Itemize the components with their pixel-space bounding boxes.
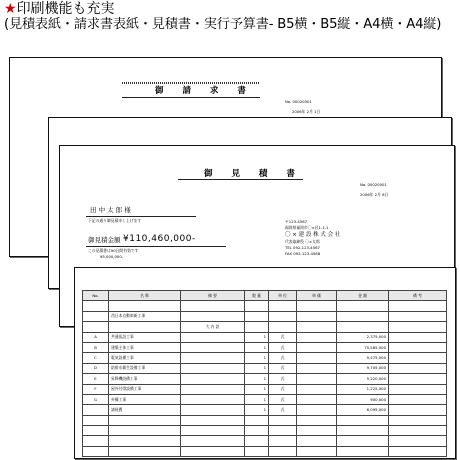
recipient-rule <box>86 216 196 217</box>
table-row <box>83 322 447 332</box>
item-amount: 9,705,000 <box>337 363 389 373</box>
company-zip: 〒123-4567 <box>285 219 308 224</box>
col-header: 単 位 <box>269 291 297 301</box>
item-name: 諸経費 <box>109 405 181 415</box>
item-name: 外構工事 <box>109 394 181 404</box>
table-row: E 昇降機設備工事 1 式 5,220,000 <box>83 374 447 384</box>
budget-table <box>82 290 447 457</box>
table-row <box>83 415 447 425</box>
item-amount: 9,575,000 <box>337 353 389 363</box>
feature-title: 印刷機能も充実 <box>16 1 115 17</box>
sub-amount: ¥5,000,000- <box>100 254 124 259</box>
section-subtitle: 大 内 訳 <box>181 322 245 332</box>
table-row: A 共通仮設工事 1 式 2,375,000 <box>83 332 447 342</box>
estimate-title-rule <box>178 179 303 180</box>
item-name: 給排水衛生設備工事 <box>109 363 181 373</box>
table-row: F 屋外付帯設備工事 1 式 1,225,000 <box>83 384 447 394</box>
amount-label: 御見積金額 <box>88 236 121 244</box>
table-row: G 外構工事 1 式 900,000 <box>83 394 447 404</box>
company-name: 〇 × 建 設 株 式 会 社 <box>285 232 341 238</box>
item-name: 建築主体工事 <box>109 342 181 352</box>
invoice-title: 御 請 求 書 <box>155 86 254 96</box>
star-icon: ★ <box>4 1 17 17</box>
col-header: 金 額 <box>337 291 389 301</box>
company-tel: TEL 092-123-4567 <box>285 245 320 250</box>
col-header: 備 考 <box>389 291 447 301</box>
recipient-name: 田 中 太 郎 様 <box>90 206 131 214</box>
col-header: 単 価 <box>297 291 337 301</box>
company-fax: FAX 092-123-4568 <box>285 251 321 256</box>
table-header-row <box>83 291 447 301</box>
estimate-amount: ¥110,460,000- <box>123 234 196 244</box>
table-row <box>83 301 447 311</box>
table-row <box>83 446 447 456</box>
estimate-note: 下記の通り御見積申し上げます <box>88 218 142 223</box>
title-rule-bottom <box>122 97 260 98</box>
invoice-number: No. 00020001 <box>285 99 312 104</box>
budget-table-sheet <box>74 267 456 459</box>
item-amount: 900,000 <box>337 394 389 404</box>
table-row <box>83 436 447 446</box>
table-row: 諸経費 1 式 6,095,000 <box>83 405 447 415</box>
expiry-note: この見積書は90日間有効です <box>88 248 139 253</box>
feature-subtitle: (見積表紙・請求書表紙・見積書・実行予算書- B5横・B5縦・A4横・A4縦) <box>4 17 442 32</box>
item-name: 屋外付帯設備工事 <box>109 384 181 394</box>
item-amount: 1,225,000 <box>337 384 389 394</box>
item-amount: 2,375,000 <box>337 332 389 342</box>
feature-heading <box>4 1 115 17</box>
item-name: 昇降機設備工事 <box>109 374 181 384</box>
table-row: C 電気設備工事 1 式 9,575,000 <box>83 353 447 363</box>
col-header: 摘 要 <box>181 291 245 301</box>
table-row <box>83 426 447 436</box>
col-header: 数 量 <box>245 291 269 301</box>
col-header: 名 称 <box>109 291 181 301</box>
estimate-date: 2006年 2月 6日 <box>360 192 389 197</box>
estimate-title: 御 見 積 書 <box>204 169 303 179</box>
company-address: 福岡県福岡市〇×区1-1-1 <box>285 225 329 230</box>
company-rep: 代表取締役 〇×太郎 <box>285 239 320 244</box>
estimate-number: No. 00020001 <box>360 182 387 187</box>
item-name: 電気設備工事 <box>109 353 181 363</box>
section-title: 西日本自動車新工事 <box>109 311 181 321</box>
item-amount: 75,585,000 <box>337 342 389 352</box>
table-row: D 給排水衛生設備工事 1 式 9,705,000 <box>83 363 447 373</box>
table-row <box>83 311 447 321</box>
amount-rule <box>86 246 226 247</box>
item-amount: 6,095,000 <box>337 405 389 415</box>
col-header: No. <box>83 291 109 301</box>
item-amount: 5,220,000 <box>337 374 389 384</box>
invoice-date: 2006年 2月 1日 <box>292 109 321 114</box>
table-row: B 建築主体工事 1 式 75,585,000 <box>83 342 447 352</box>
item-name: 共通仮設工事 <box>109 332 181 342</box>
